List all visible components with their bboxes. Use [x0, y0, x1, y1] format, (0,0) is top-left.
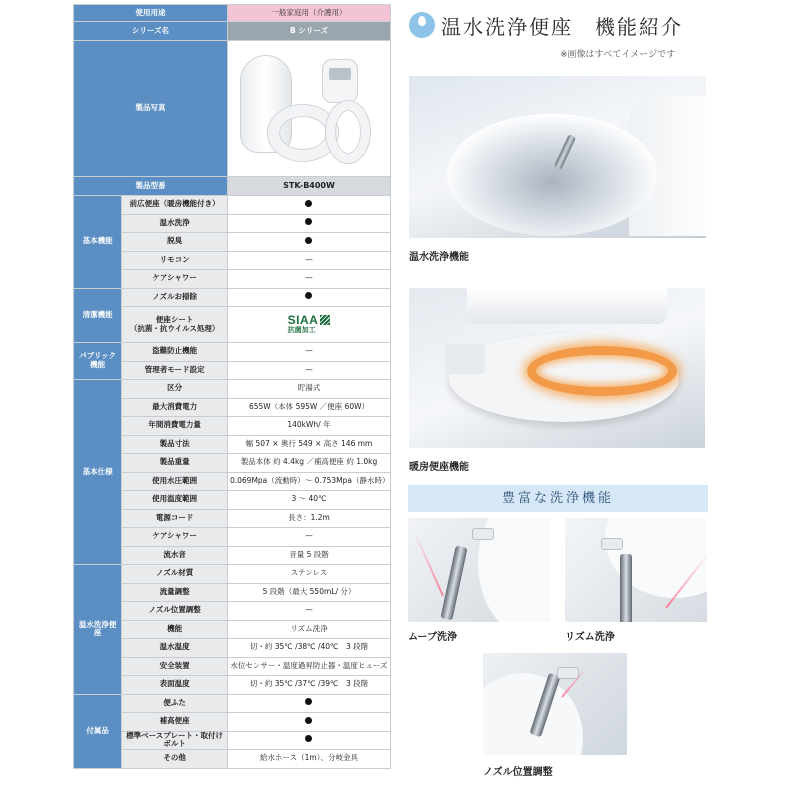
filled-dot-icon — [305, 292, 312, 299]
spec-row — [74, 435, 391, 454]
spec-row — [74, 417, 391, 436]
move-wash-image — [408, 518, 550, 622]
spec-row — [74, 602, 391, 621]
spec-row — [74, 565, 391, 584]
spec-label: 製品重量 — [122, 454, 228, 473]
heated-caption: 暖房便座機能 — [409, 462, 469, 473]
nozzle-head-shape — [601, 538, 623, 550]
spec-label: 使用水圧範囲 — [122, 472, 228, 491]
lid-shape — [467, 288, 667, 324]
spec-value: 0.069Mpa（流動時）～ 0.753Mpa（静水時） — [227, 472, 390, 491]
spec-label: 前広便座（暖房機能付き） — [122, 196, 228, 215]
product-photo — [230, 43, 388, 175]
spec-value-dot — [227, 214, 390, 233]
usage-row — [74, 5, 391, 22]
spec-row — [74, 307, 391, 343]
nozzle-head-shape — [472, 528, 494, 540]
spec-row — [74, 639, 391, 658]
spec-value: 長さ：1.2m — [227, 509, 390, 528]
usage-label: 使用用途 — [74, 5, 228, 22]
spec-row — [74, 713, 391, 732]
filled-dot-icon — [305, 218, 312, 225]
spec-label: 機能 — [122, 620, 228, 639]
spec-label: その他 — [122, 750, 228, 769]
model-value: STK-B400W — [227, 177, 390, 196]
spec-row — [74, 583, 391, 602]
spec-label: ノズル材質 — [122, 565, 228, 584]
siaa-mark-icon — [320, 315, 330, 325]
spec-row — [74, 398, 391, 417]
spec-label: 補高便座 — [122, 713, 228, 732]
spec-label: 流量調整 — [122, 583, 228, 602]
spec-label: 流水音 — [122, 546, 228, 565]
spec-value: 切・約 35℃ /37℃ /39℃ 3 段階 — [227, 676, 390, 695]
raised-seat-image — [326, 101, 370, 163]
spec-label: ノズル位置調整 — [122, 602, 228, 621]
spec-row — [74, 694, 391, 713]
nozzle-position-image — [483, 653, 627, 755]
filled-dot-icon — [305, 735, 312, 742]
spec-value: 140kWh/ 年 — [227, 417, 390, 436]
spec-row — [74, 528, 391, 547]
siaa-logo — [288, 314, 331, 334]
washing-caption: 温水洗浄機能 — [409, 252, 469, 263]
spec-label: 年間消費電力量 — [122, 417, 228, 436]
spec-label: 区分 — [122, 380, 228, 399]
side-panel-shape — [445, 344, 485, 374]
spec-category: 清潔機能 — [74, 288, 122, 343]
spec-row — [74, 731, 391, 750]
spec-label: 製品寸法 — [122, 435, 228, 454]
spec-table — [73, 4, 391, 769]
photo-label: 製品写真 — [74, 41, 228, 177]
spec-value: — — [227, 251, 390, 270]
spec-category: 温水洗浄便座 — [74, 565, 122, 695]
spec-label: リモコン — [122, 251, 228, 270]
spec-value: — — [227, 361, 390, 380]
model-label: 製品型番 — [74, 177, 228, 196]
heat-glow-shape — [527, 346, 677, 396]
spec-value-dot — [227, 731, 390, 750]
filled-dot-icon — [305, 698, 312, 705]
product-photo-cell — [227, 41, 390, 177]
spec-row — [74, 233, 391, 252]
bowl-shape — [447, 116, 657, 236]
spec-row — [74, 454, 391, 473]
nozzle-shape — [620, 554, 632, 622]
spec-value: 幅 507 × 奥行 549 × 高さ 146 mm — [227, 435, 390, 454]
spec-value: 貯湯式 — [227, 380, 390, 399]
spec-label: 盗難防止機能 — [122, 343, 228, 362]
siaa-logo-sub: 抗菌加工 — [287, 326, 316, 335]
nozzle-shape — [440, 546, 467, 621]
spec-label: 管理者モード設定 — [122, 361, 228, 380]
spec-label: 使用温度範囲 — [122, 491, 228, 510]
usage-value: 一般家庭用（介護用） — [227, 5, 390, 22]
spec-value: 3 ～ 40℃ — [227, 491, 390, 510]
spec-row — [74, 251, 391, 270]
spec-label: ノズルお掃除 — [122, 288, 228, 307]
washing-function-image — [409, 76, 706, 238]
spec-value: 製品本体 約 4.4kg ／補高便座 約 1.0kg — [227, 454, 390, 473]
spec-row — [74, 472, 391, 491]
spec-value-dot — [227, 713, 390, 732]
spec-label: 便ふた — [122, 694, 228, 713]
spec-label: 温水洗浄 — [122, 214, 228, 233]
filled-dot-icon — [305, 237, 312, 244]
photo-row — [74, 41, 391, 177]
rhythm-wash-image — [565, 518, 707, 622]
spec-label: 最大消費電力 — [122, 398, 228, 417]
spec-value-dot — [227, 694, 390, 713]
spec-category: 付属品 — [74, 694, 122, 768]
spec-category: 基本仕様 — [74, 380, 122, 565]
control-panel-image — [322, 59, 358, 103]
spec-value-dot — [227, 288, 390, 307]
spec-label: 便座シート （抗菌・抗ウイルス処理） — [122, 307, 228, 343]
spec-value: — — [227, 602, 390, 621]
spec-value: 5 段階（最大 550mL/ 分） — [227, 583, 390, 602]
spec-value: — — [227, 528, 390, 547]
spec-value: 音量 5 段階 — [227, 546, 390, 565]
curve-shape — [483, 673, 583, 755]
spec-value: ステンレス — [227, 565, 390, 584]
spec-value-dot — [227, 196, 390, 215]
spec-label: 標準ベースプレート・取付けボルト — [122, 731, 228, 750]
spec-row — [74, 380, 391, 399]
spec-row — [74, 676, 391, 695]
spec-row — [74, 214, 391, 233]
spec-row — [74, 620, 391, 639]
nozzle-position-caption: ノズル位置調整 — [483, 767, 553, 778]
move-caption: ムーブ洗浄 — [408, 632, 457, 643]
spec-label: 脱臭 — [122, 233, 228, 252]
siaa-logo-text: SIAA — [287, 313, 319, 328]
spec-value: 水位センサー・温度過昇防止器・温度ヒューズ — [227, 657, 390, 676]
spec-row — [74, 509, 391, 528]
spec-row — [74, 196, 391, 215]
spec-value: — — [227, 343, 390, 362]
spec-row — [74, 657, 391, 676]
series-row — [74, 22, 391, 41]
heated-seat-image — [409, 288, 705, 448]
image-note: ※画像はすべてイメージです — [560, 50, 676, 60]
spec-label: 温水温度 — [122, 639, 228, 658]
spec-category: パブリック機能 — [74, 343, 122, 380]
spec-label: 安全装置 — [122, 657, 228, 676]
series-label: シリーズ名 — [74, 22, 228, 41]
spec-label: 表面温度 — [122, 676, 228, 695]
model-row — [74, 177, 391, 196]
rhythm-caption: リズム洗浄 — [565, 632, 615, 643]
siaa-logo-cell — [227, 307, 390, 343]
spec-row — [74, 361, 391, 380]
spec-body — [74, 196, 391, 769]
spec-row — [74, 288, 391, 307]
spec-category: 基本機能 — [74, 196, 122, 289]
spec-label: ケアシャワー — [122, 270, 228, 289]
spec-row — [74, 750, 391, 769]
spec-value: 655W（本体 595W ／便座 60W） — [227, 398, 390, 417]
spec-row — [74, 343, 391, 362]
wash-types-band: 豊富な洗浄機能 — [408, 485, 708, 512]
series-value: B シリーズ — [227, 22, 390, 41]
water-drop-icon — [409, 12, 435, 38]
spec-value: — — [227, 270, 390, 289]
filled-dot-icon — [305, 717, 312, 724]
spec-value-dot — [227, 233, 390, 252]
feature-heading — [409, 8, 709, 40]
spray-shape — [414, 532, 444, 597]
spec-label: ケアシャワー — [122, 528, 228, 547]
spec-row — [74, 546, 391, 565]
spec-value: リズム洗浄 — [227, 620, 390, 639]
spec-value: 給水ホース（1m）、分岐金具 — [227, 750, 390, 769]
spec-value: 切・約 35℃ /38℃ /40℃ 3 段階 — [227, 639, 390, 658]
spec-row — [74, 270, 391, 289]
filled-dot-icon — [305, 200, 312, 207]
spec-label: 電源コード — [122, 509, 228, 528]
spec-row — [74, 491, 391, 510]
feature-title: 温水洗浄便座 機能紹介 — [441, 15, 683, 39]
